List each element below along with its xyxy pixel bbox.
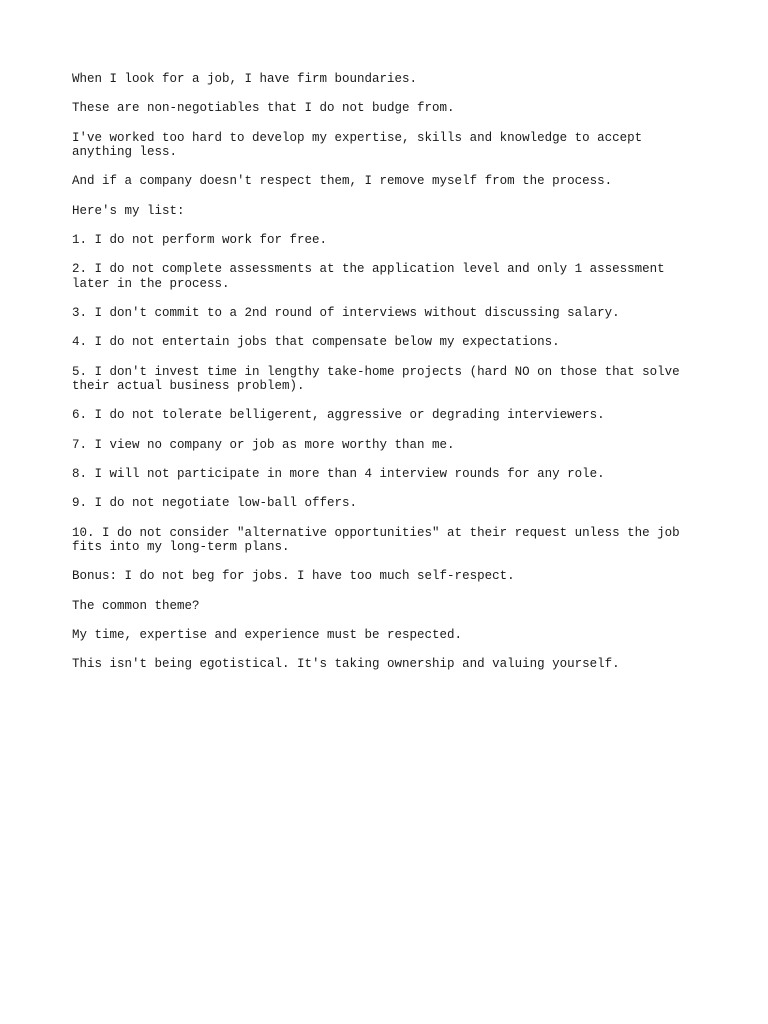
document-page [72, 72, 696, 687]
intro-paragraph: And if a company doesn't respect them, I remove myself from the process. [72, 174, 613, 189]
closing-paragraph: My time, expertise and experience must be respected. [72, 628, 463, 643]
list-item: 1. I do not perform work for free. [72, 232, 328, 247]
intro-paragraph: I've worked too hard to develop my expertise, skills and knowledge to accept anything less. [72, 130, 643, 160]
list-item: 8. I will not participate in more than 4 interview rounds for any role. [72, 467, 605, 482]
list-item: 2. I do not complete assessments at the application level and only 1 assessment later in the process. [72, 262, 665, 291]
closing-paragraph: The common theme? [72, 598, 200, 613]
intro-paragraph: These are non-negotiables that I do not budge from. [72, 101, 455, 116]
list-heading: Here's my list: [72, 203, 185, 218]
list-item: 3. I don't commit to a 2nd round of interviews without discussing salary. [72, 306, 620, 321]
list-item: 5. I don't invest time in lengthy take-home projects (hard NO on those that solve their actual business problem). [72, 364, 680, 394]
intro-paragraph: When I look for a job, I have firm boundaries. [72, 72, 418, 86]
closing-paragraph: This isn't being egotistical. It's taking ownership and valuing yourself. [72, 657, 620, 672]
list-item: 9. I do not negotiate low-ball offers. [72, 496, 358, 511]
list-item: 10. I do not consider "alternative opportunities" at their request unless the job fits into my long-term plans. [72, 525, 680, 555]
list-item: 4. I do not entertain jobs that compensate below my expectations. [72, 335, 560, 350]
list-item: 6. I do not tolerate belligerent, aggressive or degrading interviewers. [72, 408, 605, 423]
bonus-item: Bonus: I do not beg for jobs. I have too much self-respect. [72, 569, 515, 584]
list-item: 7. I view no company or job as more worthy than me. [72, 437, 455, 452]
